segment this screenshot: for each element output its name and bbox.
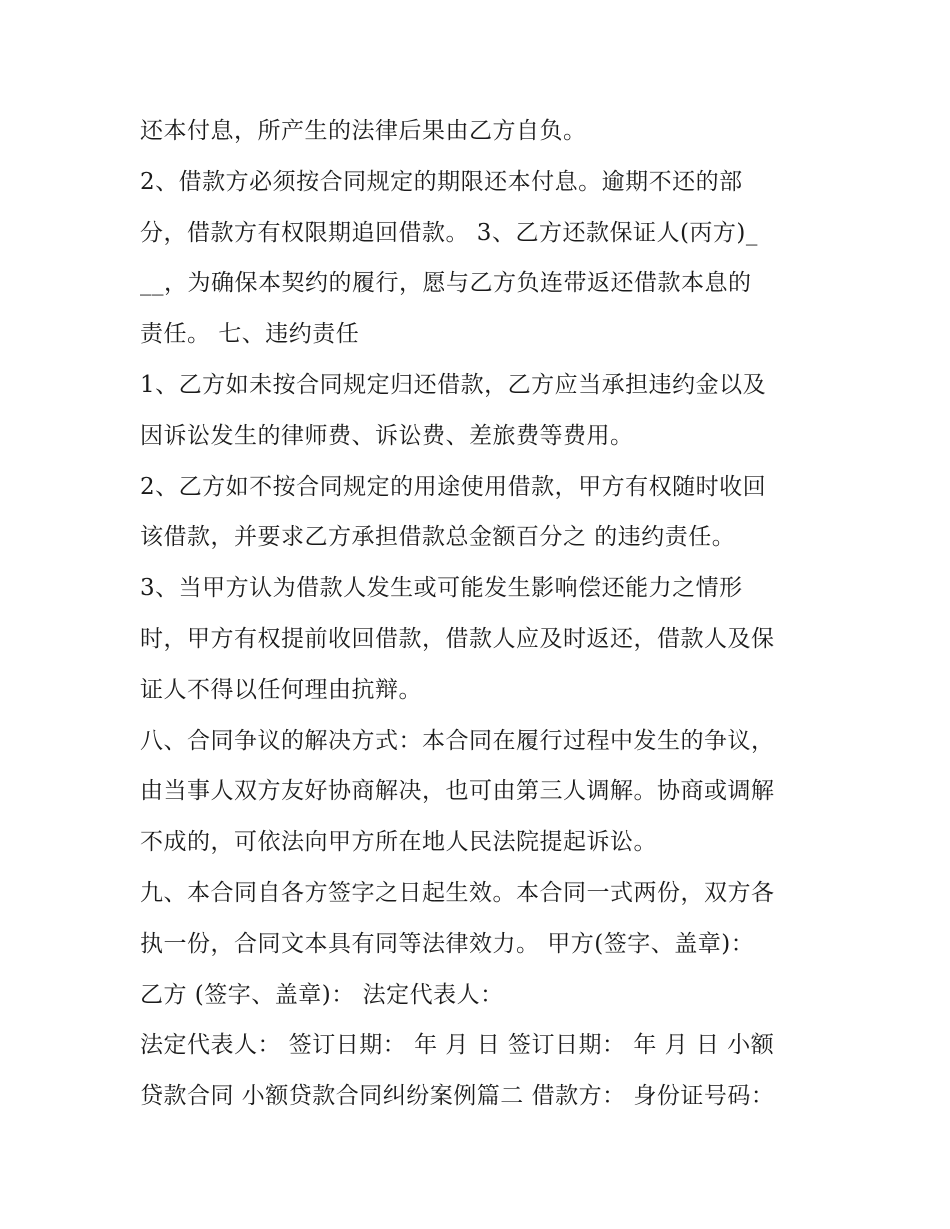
text-line-9: 该借款，并要求乙方承担借款总金额百分之 的违约责任。 [140, 524, 736, 551]
text-line-10: 3、当甲方认为借款人发生或可能发生影响偿还能力之情形 [140, 575, 743, 602]
text-line-2: 2、借款方必须按合同规定的期限还本付息。逾期不还的部 [140, 168, 743, 195]
text-line-12: 证人不得以任何理由抗辩。 [140, 676, 422, 703]
document-body [140, 106, 830, 1122]
text-line-3: 分，借款方有权限期追回借款。 3、乙方还款保证人(丙方)_ [140, 219, 758, 246]
text-line-11: 时，甲方有权提前收回借款，借款人应及时返还，借款人及保 [140, 625, 775, 652]
text-line-13: 八、合同争议的解决方式：本合同在履行过程中发生的争议， [140, 727, 775, 754]
text-line-7: 因诉讼发生的律师费、诉讼费、差旅费等费用。 [140, 422, 634, 449]
text-line-15: 不成的，可依法向甲方所在地人民法院提起诉讼。 [140, 829, 657, 856]
text-line-18: 乙方 (签字、盖章)： 法定代表人： [140, 981, 504, 1008]
text-line-6: 1、乙方如未按合同规定归还借款，乙方应当承担违约金以及 [140, 371, 767, 398]
text-line-19: 法定代表人： 签订日期： 年 月 日 签订日期： 年 月 日 小额 [140, 1032, 775, 1059]
text-line-1: 还本付息，所产生的法律后果由乙方自负。 [140, 118, 587, 144]
text-line-17: 执一份，合同文本具有同等法律效力。 甲方(签字、盖章)： [140, 930, 755, 957]
text-line-8: 2、乙方如不按合同规定的用途使用借款，甲方有权随时收回 [140, 473, 767, 500]
text-line-16: 九、本合同自各方签字之日起生效。本合同一式两份，双方各 [140, 879, 775, 906]
text-line-5: 责任。 七、违约责任 [140, 321, 360, 348]
text-line-4: __，为确保本契约的履行，愿与乙方负连带返还借款本息的 [140, 270, 752, 297]
text-line-20: 贷款合同 小额贷款合同纠纷案例篇二 借款方： 身份证号码： [140, 1083, 775, 1110]
text-line-14: 由当事人双方友好协商解决，也可由第三人调解。协商或调解 [140, 778, 775, 805]
